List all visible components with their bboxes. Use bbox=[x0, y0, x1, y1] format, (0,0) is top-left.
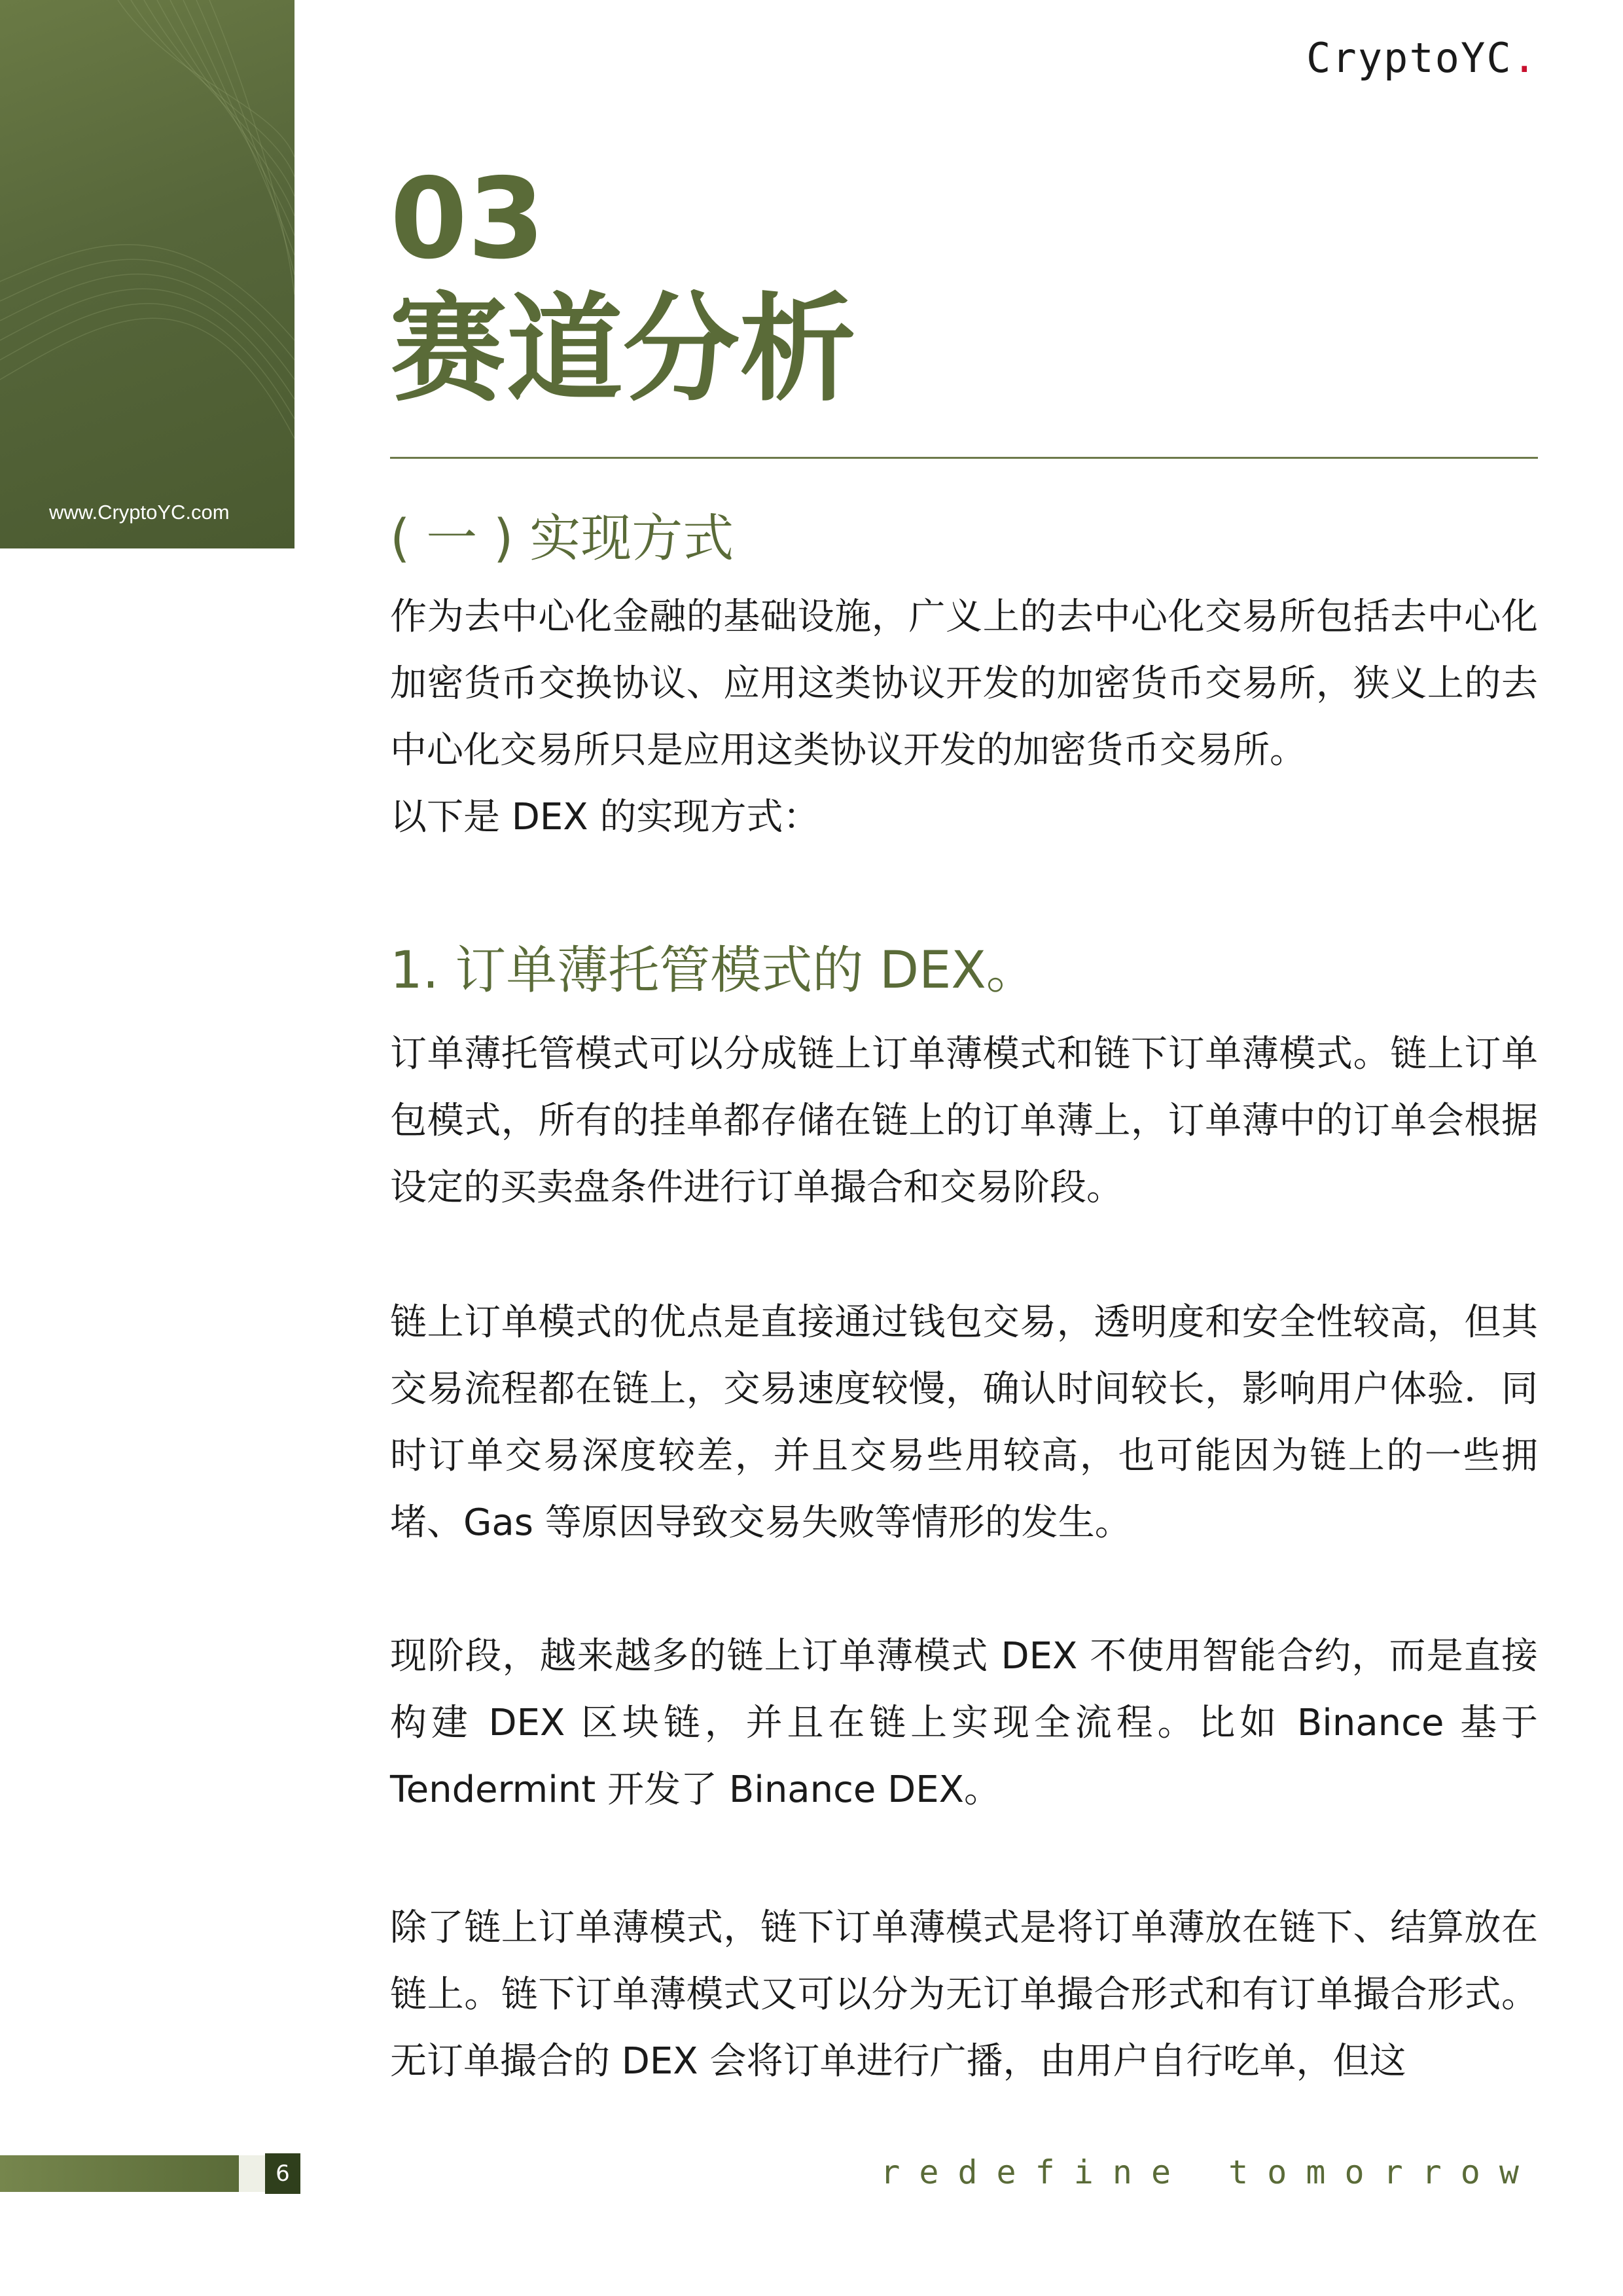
page-number: 6 bbox=[265, 2153, 300, 2194]
wave-lines-decoration bbox=[0, 0, 294, 548]
title-divider bbox=[390, 457, 1538, 459]
side-panel bbox=[0, 0, 294, 548]
chapter-title: 赛道分析 bbox=[390, 281, 856, 417]
chapter-number: 03 bbox=[390, 154, 545, 284]
brand-name: CryptoYC bbox=[1306, 34, 1512, 82]
section-heading: ( 一 ) 实现方式 bbox=[390, 509, 734, 568]
paragraph: 现阶段，越来越多的链上订单薄模式 DEX 不使用智能合约，而是直接构建 DEX 区块链，并且在链上实现全流程。比如 Binance 基于 Tendermint 开发了 Binance DEX。 bbox=[390, 1635, 1538, 1811]
subsection-heading: 1. 订单薄托管模式的 DEX。 bbox=[390, 941, 1037, 1000]
footer-accent-gap bbox=[239, 2155, 265, 2192]
intro-paragraph bbox=[390, 584, 1538, 851]
paragraph: 链上订单模式的优点是直接通过钱包交易，透明度和安全性较高，但其交易流程都在链上，交易速度较慢，确认时间较长，影响用户体验．同时订单交易深度较差，并且交易些用较高，也可能因为链上的一些拥堵、Gas 等原因导致交易失败等情形的发生。 bbox=[390, 1301, 1538, 1544]
intro-lead: 以下是 DEX 的实现方式： bbox=[390, 796, 820, 838]
brand-dot: . bbox=[1512, 34, 1538, 82]
footer-tagline: redefine tomorrow bbox=[880, 2153, 1538, 2191]
paragraph: 除了链上订单薄模式，链下订单薄模式是将订单薄放在链下、结算放在链上。链下订单薄模式又可以分为无订单撮合形式和有订单撮合形式。无订单撮合的 DEX 会将订单进行广播，由用户自行吃单，但这 bbox=[390, 1907, 1538, 2083]
footer-accent-bar bbox=[0, 2155, 239, 2192]
brand-logo bbox=[1306, 34, 1538, 82]
website-url[interactable]: www.CryptoYC.com bbox=[49, 501, 230, 524]
intro-text: 作为去中心化金融的基础设施，广义上的去中心化交易所包括去中心化加密货币交换协议、应用这类协议开发的加密货币交易所，狭义上的去中心化交易所只是应用这类协议开发的加密货币交易所。 bbox=[390, 596, 1538, 772]
paragraph: 订单薄托管模式可以分成链上订单薄模式和链下订单薄模式。链上订单包模式，所有的挂单都存储在链上的订单薄上，订单薄中的订单会根据设定的买卖盘条件进行订单撮合和交易阶段。 bbox=[390, 1033, 1538, 1209]
